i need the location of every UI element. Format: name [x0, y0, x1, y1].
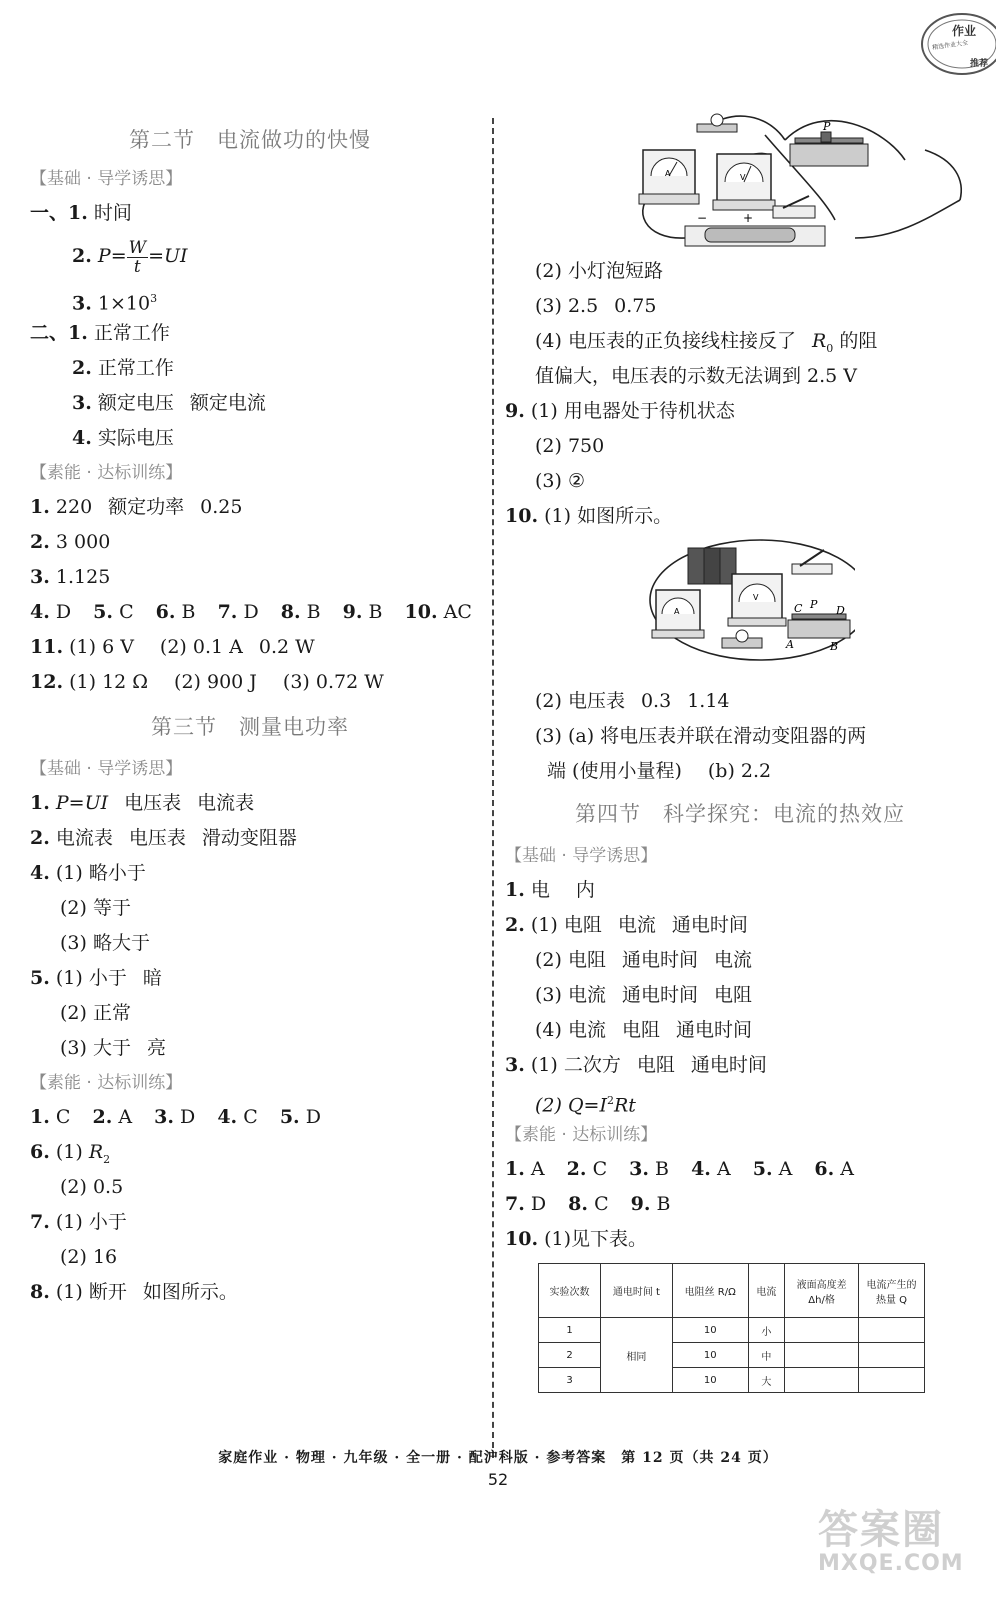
skill4-10: 10. (1)见下表。: [505, 1228, 648, 1250]
table-cell: [859, 1343, 925, 1368]
skill-2: 2. 3 000: [30, 531, 111, 553]
table-cell: 2: [539, 1343, 601, 1368]
voltmeter-icon: [713, 154, 775, 210]
ans-9-1: 9. (1) 用电器处于待机状态: [505, 400, 735, 422]
table-row: [539, 1368, 925, 1393]
skill3-7-2: (2) 16: [60, 1246, 118, 1268]
fraction-w-over-t: $\frac{W}{t}$: [128, 237, 147, 277]
label-vm: V: [753, 593, 759, 602]
basic3-2: 2. 电流表 电压表 滑动变阻器: [30, 827, 297, 849]
skill3-1-5: 1. C 2. A 3. D 4. C 5. D: [30, 1106, 321, 1128]
label-plus: +: [743, 211, 754, 225]
battery-pack-icon: [688, 548, 736, 584]
data-table: [538, 1263, 925, 1393]
skill-1: 1. 220 额定功率 0.25: [30, 496, 243, 518]
tag-skill: 【素能 · 达标训练】: [30, 463, 183, 483]
basic3-5-2: (2) 正常: [60, 1002, 131, 1024]
section3-title: 第三节 测量电功率: [151, 715, 349, 739]
left-column: [30, 100, 470, 1310]
watermark-logo: [818, 1498, 988, 1588]
rheostat-icon-2: [788, 614, 850, 638]
switch-icon: [773, 196, 815, 218]
skill-11: 11. (1) 6 V (2) 0.1 A 0.2 W: [30, 636, 315, 658]
ans-9-2: (2) 750: [535, 435, 605, 457]
tag-basic-4: 【基础 · 导学诱思】: [505, 846, 658, 866]
switch-icon-2: [788, 542, 838, 582]
table-header: 通电时间 t: [601, 1264, 673, 1318]
label-a: A: [665, 169, 671, 178]
answer-2-3: 3. 额定电压 额定电流: [72, 392, 266, 414]
basic4-2-2: (2) 电阻 通电时间 电流: [535, 949, 752, 971]
table-header: 液面高度差 Δh/格: [785, 1264, 859, 1318]
skill3-7-1: 7. (1) 小于: [30, 1211, 127, 1233]
tag-basic: 【基础 · 导学诱思】: [30, 169, 183, 189]
answer-1-2: 2. P= $\frac{W}{t}$ =UI: [72, 237, 188, 277]
label-minus: −: [697, 211, 708, 225]
ans-8-4b: 值偏大，电压表的示数无法调到 2.5 V: [535, 365, 858, 387]
label-p: P: [823, 120, 831, 133]
page-number: 52: [487, 1470, 509, 1489]
label-d: D: [836, 604, 845, 617]
ans-8-2: (2) 小灯泡短路: [535, 260, 663, 282]
basic3-4-2: (2) 等于: [60, 897, 131, 919]
corner-stamp: [918, 6, 996, 76]
basic4-3-2: (2) $Q=I^2Rt$: [535, 1094, 636, 1117]
table-cell: [785, 1368, 859, 1393]
circuit-1-svg: [625, 110, 970, 250]
basic4-3-1: 3. (1) 二次方 电阻 通电时间: [505, 1054, 767, 1076]
battery-icon: [685, 226, 825, 246]
table-header: 电阻丝 R/Ω: [672, 1264, 748, 1318]
watermark-text: 答案圈: [818, 1507, 944, 1553]
table-cell: 10: [672, 1368, 748, 1393]
skill-12: 12. (1) 12 Ω (2) 900 J (3) 0.72 W: [30, 671, 384, 693]
label-v: V: [740, 173, 746, 182]
tag-skill-3: 【素能 · 达标训练】: [30, 1073, 183, 1093]
basic4-2-1: 2. (1) 电阻 电流 通电时间: [505, 914, 748, 936]
skill-4-10: 4. D 5. C 6. B 7. D 8. B 9. B 10. AC: [30, 601, 472, 623]
table-header: 电流产生的热量 Q: [859, 1264, 925, 1318]
table-cell: 大: [748, 1368, 785, 1393]
table-cell: 中: [748, 1343, 785, 1368]
ans-9-3: (3) ②: [535, 470, 585, 492]
ans-10-1: 10. (1) 如图所示。: [505, 505, 673, 527]
table-header: 实验次数: [539, 1264, 601, 1318]
basic4-2-4: (4) 电流 电阻 通电时间: [535, 1019, 752, 1041]
watermark-url: MXQE.COM: [818, 1551, 964, 1576]
skill3-6-2: (2) 0.5: [60, 1176, 124, 1198]
answer-1-3: 3. $1\times 10^3$: [72, 292, 158, 315]
stamp-middle-text: 精选作业大全: [931, 39, 969, 52]
label-p2: P: [810, 598, 818, 611]
basic4-2-3: (3) 电流 通电时间 电阻: [535, 984, 752, 1006]
stamp-bottom-text: 推荐: [970, 59, 989, 69]
ans-10-2: (2) 电压表 0.3 1.14: [535, 690, 730, 712]
table-cell-same: 相同: [601, 1318, 673, 1393]
section4-title: 第四节 科学探究：电流的热效应: [575, 802, 905, 826]
answer-2-4: 4. 实际电压: [72, 427, 174, 449]
table-cell: 10: [672, 1343, 748, 1368]
skill4-7-9: 7. D 8. C 9. B: [505, 1193, 671, 1215]
section2-title: 第二节 电流做功的快慢: [129, 128, 371, 152]
rheostat-icon: [790, 132, 868, 166]
table-header-row: [539, 1264, 925, 1318]
ans-8-4a: (4) 电压表的正负接线柱接反了 $R_0$ 的阻: [535, 330, 878, 355]
circuit-diagram-2: [640, 538, 855, 663]
basic3-1: 1. P=UI 电压表 电流表: [30, 792, 255, 814]
answer-2-1: 二、1. 正常工作: [30, 322, 170, 344]
label-c: C: [794, 602, 803, 615]
tag-skill-4: 【素能 · 达标训练】: [505, 1125, 658, 1145]
ans-8-3: (3) 2.5 0.75: [535, 295, 657, 317]
bulb-icon-2: [722, 630, 762, 648]
skill3-8-1: 8. (1) 断开 如图所示。: [30, 1281, 238, 1303]
table-row: [539, 1343, 925, 1368]
circuit-diagram-1: [625, 110, 970, 250]
basic3-4-3: (3) 略大于: [60, 932, 150, 954]
basic3-5-1: 5. (1) 小于 暗: [30, 967, 162, 989]
table-cell: [859, 1368, 925, 1393]
column-divider: [492, 118, 494, 1458]
table-cell: 小: [748, 1318, 785, 1343]
basic4-1: 1. 电 内: [505, 879, 595, 901]
ans-10-3a: (3) (a) 将电压表并联在滑动变阻器的两: [535, 725, 867, 747]
table-cell: 1: [539, 1318, 601, 1343]
table-header: 电流: [748, 1264, 785, 1318]
basic3-5-3: (3) 大于 亮: [60, 1037, 166, 1059]
skill4-1-6: 1. A 2. C 3. B 4. A 5. A 6. A: [505, 1158, 855, 1180]
table-cell: [785, 1343, 859, 1368]
table-cell: 3: [539, 1368, 601, 1393]
label-a2: A: [786, 638, 794, 651]
ans-10-3b: 端 (使用小量程) (b) 2.2: [547, 760, 772, 782]
skill3-6-1: 6. (1) $R_2$: [30, 1141, 111, 1166]
label-am: A: [674, 607, 680, 616]
right-column: [505, 254, 975, 1257]
table-cell: [785, 1318, 859, 1343]
label-b: B: [830, 640, 839, 653]
table-cell: [859, 1318, 925, 1343]
skill-3: 3. 1.125: [30, 566, 111, 588]
tag-basic-3: 【基础 · 导学诱思】: [30, 759, 183, 779]
answer-2-2: 2. 正常工作: [72, 357, 174, 379]
stamp-top-text: 作业: [952, 24, 977, 38]
page-footer: 家庭作业 · 物理 · 九年级 · 全一册 · 配沪科版 · 参考答案 第 12 页（共 24 页）: [218, 1450, 778, 1466]
table-cell: 10: [672, 1318, 748, 1343]
answer-1-1: 一、1. 时间: [30, 202, 132, 224]
basic3-4-1: 4. (1) 略小于: [30, 862, 146, 884]
table-row: [539, 1318, 925, 1343]
